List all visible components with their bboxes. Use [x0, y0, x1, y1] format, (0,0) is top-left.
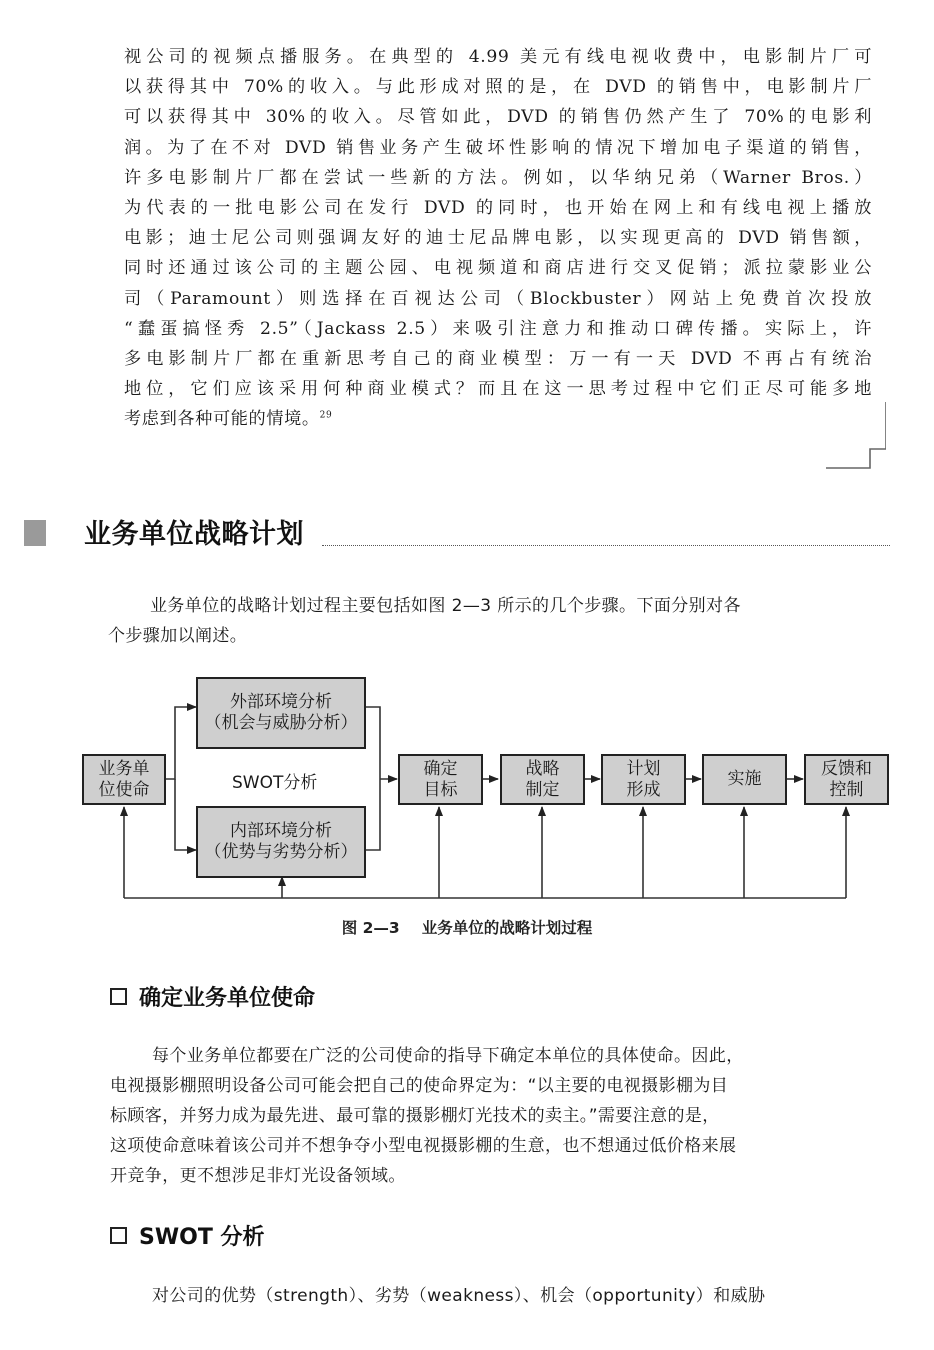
- mission-paragraph: [110, 1041, 900, 1191]
- node-text: （优势与劣势分析）: [204, 842, 358, 862]
- connector-mission-branch: [164, 707, 196, 779]
- paragraph-line: 电影；迪士尼公司则强调友好的迪士尼品牌电影，以实现更高的 DVD 销售额，: [124, 228, 872, 249]
- paragraph-line: 可以获得其中 30%的收入。尽管如此，DVD 的销售仍然产生了 70%的电影利: [124, 107, 872, 128]
- heading-marker-block: [24, 520, 46, 546]
- paragraph-line: 多电影制片厂都在重新思考自己的商业模型：万一有一天 DVD 不再占有统治: [124, 349, 872, 370]
- paragraph-line: 为代表的一批电影公司在发行 DVD 的同时，也开始在网上和有线电视上播放: [124, 198, 872, 219]
- subsection-heading-swot: [110, 1219, 264, 1251]
- strategic-planning-diagram: [60, 670, 910, 910]
- swot-paragraph: [110, 1281, 900, 1311]
- node-strategy-formulation: [500, 754, 585, 805]
- node-text: （机会与威胁分析）: [204, 713, 358, 733]
- section-title: 业务单位战略计划: [84, 519, 304, 550]
- paragraph-line: 开竞争，更不想涉足非灯光设备领域。: [110, 1166, 406, 1186]
- paragraph-line: 同时还通过该公司的主题公园、电视频道和商店进行交叉促销；派拉蒙影业公: [124, 258, 872, 279]
- corner-bracket-mark: [826, 402, 886, 472]
- figure-number: 图 2—3: [341, 919, 400, 937]
- paragraph-line: “蠢蛋搞怪秀 2.5”（Jackass 2.5）来吸引注意力和推动口碑传播。实际上，许: [124, 318, 872, 339]
- connector-mission-internal: [175, 779, 196, 850]
- paragraph-line: 司（Paramount）则选择在百视达公司（Blockbuster）网站上免费首次投放: [124, 288, 872, 309]
- node-program-formulation: [601, 754, 686, 805]
- paragraph-line: 业务单位的战略计划过程主要包括如图 2—3 所示的几个步骤。下面分别对各: [150, 596, 741, 616]
- subsection-title: SWOT 分析: [139, 1224, 265, 1250]
- top-paragraph: [124, 42, 872, 435]
- subsection-title: 确定业务单位使命: [139, 985, 316, 1011]
- node-external-analysis: [196, 677, 366, 749]
- node-business-mission: [82, 754, 166, 805]
- node-text: 反馈和: [821, 758, 872, 779]
- paragraph-line: 对公司的优势（strength）、劣势（weakness）、机会（opportunity）和威胁: [152, 1286, 766, 1306]
- node-goal-formulation: [398, 754, 483, 805]
- node-feedback-control: [804, 754, 889, 805]
- node-text: 目标: [423, 779, 458, 800]
- paragraph-line: 个步骤加以阐述。: [108, 626, 248, 646]
- figure-caption: [0, 916, 934, 938]
- node-internal-analysis: [196, 806, 366, 878]
- section-heading: [24, 512, 890, 552]
- footnote-ref: 29: [319, 410, 333, 421]
- square-bullet-icon: [110, 988, 127, 1005]
- connector-external-goal: [366, 707, 380, 850]
- node-text: 业务单: [98, 758, 150, 779]
- last-line-text: 考虑到各种可能的情境。: [124, 409, 320, 430]
- node-text: 外部环境分析: [230, 692, 332, 712]
- swot-label: SWOT分析: [232, 773, 318, 793]
- heading-dotted-rule: [322, 545, 890, 546]
- paragraph-line: 视公司的视频点播服务。在典型的 4.99 美元有线电视收费中，电影制片厂可: [124, 47, 872, 67]
- paragraph-line: 这项使命意味着该公司并不想争夺小型电视摄影棚的生意，也不想通过低价格来展: [110, 1136, 737, 1156]
- node-text: 计划: [626, 758, 661, 779]
- node-text: 实施: [727, 769, 762, 789]
- node-text: 内部环境分析: [230, 821, 332, 841]
- subsection-heading-mission: [110, 980, 315, 1012]
- node-text: 形成: [626, 779, 661, 800]
- paragraph-line: 每个业务单位都要在广泛的公司使命的指导下确定本单位的具体使命。因此，: [152, 1046, 744, 1066]
- paragraph-line: 以获得其中 70%的收入。与此形成对照的是，在 DVD 的销售中，电影制片厂: [124, 77, 872, 98]
- node-text: 制定: [525, 779, 560, 800]
- node-text: 确定: [423, 758, 458, 779]
- paragraph-last-line: [124, 404, 872, 434]
- paragraph-line: 电视摄影棚照明设备公司可能会把自己的使命界定为：“以主要的电视摄影棚为目: [110, 1076, 729, 1096]
- node-text: 控制: [829, 779, 864, 800]
- paragraph-line: 地位，它们应该采用何种商业模式？而且在这一思考过程中它们正尽可能多地: [124, 379, 872, 400]
- paragraph-line: 润。为了在不对 DVD 销售业务产生破坏性影响的情况下增加电子渠道的销售，: [124, 137, 872, 158]
- paragraph-line: 标顾客，并努力成为最先进、最可靠的摄影棚灯光技术的卖主。”需要注意的是，: [110, 1106, 720, 1126]
- square-bullet-icon: [110, 1227, 127, 1244]
- figure-title: 业务单位的战略计划过程: [421, 919, 593, 937]
- node-text: 战略: [525, 758, 560, 779]
- node-text: 位使命: [98, 779, 150, 800]
- section-intro: [108, 591, 898, 651]
- paragraph-line: 许多电影制片厂都在尝试一些新的方法。例如，以华纳兄弟（Warner Bros.）: [124, 167, 872, 188]
- node-implementation: [702, 754, 787, 805]
